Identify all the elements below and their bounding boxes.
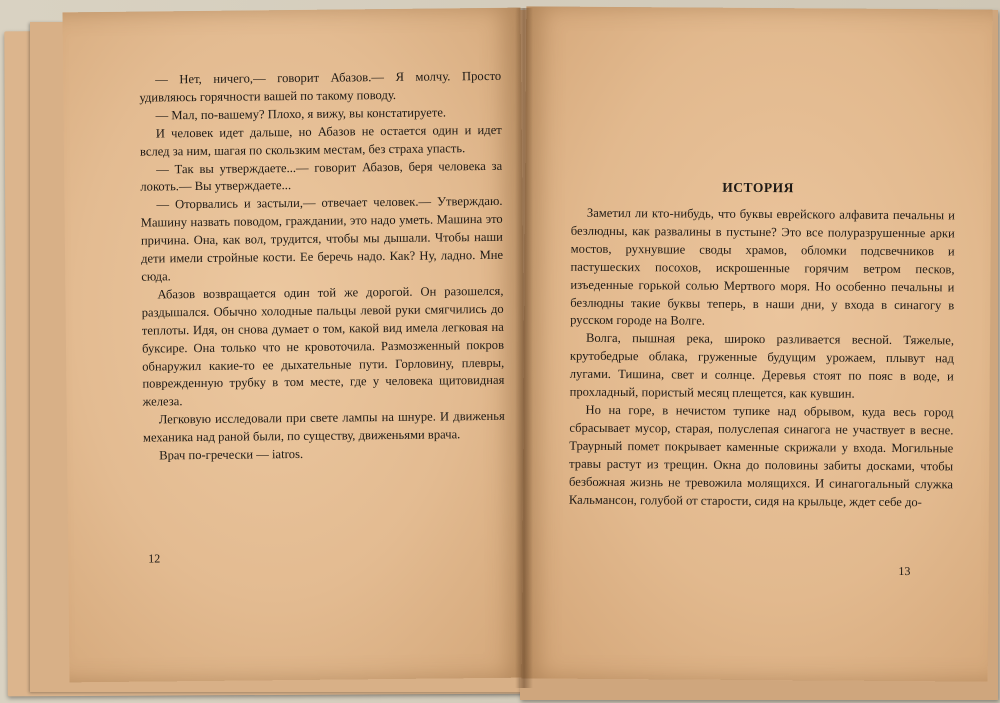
right-paragraph: Заметил ли кто-нибудь, что буквы еврейского алфавита печальны и безлюдны, как развалины в пустыне? Это все полуразрушенные арки мостов, рухнувшие своды храмов, обломки подсвечников и пастушеских посохов, искрошенные горячим ветром песков, изъеденные горькой солью Мертвого моря. Но особенно печальны и безлюдны такие буквы теперь, в наши дни, у входа в синагогу в русском городе на Волге. <box>570 205 955 329</box>
right-page-number: 13 <box>898 563 911 579</box>
right-paragraph: Но на горе, в нечистом тупике над обрывом, куда весь город сбрасывает мусор, старая, полуслепая синагога не участвует в весне. Траурный помет покрывает каменные скрижали у входа. Могильные травы растут из трещин. Окна до половины забиты досками, чтобы безбожная жизнь не тревожила молящихся. И синагогальный служка Кальмансон, голубой от старости, сидя на крыльце, ждет себе до- <box>568 402 954 509</box>
left-paragraph: — Оторвались и застыли,— отвечает человек.— Утверждаю. Машину назвать поводом, граждании, это надо уметь. Машина это причина. Она, как вол, трудится, чтобы мы дышали. Чтобы наши дети имели стройные кости. Ее беречь надо. Как? Ну, ладно. Мне сюда. <box>140 194 504 284</box>
left-page-text <box>139 68 505 466</box>
left-paragraph: — Мал, по-вашему? Плохо, я вижу, вы констатируете. <box>155 105 447 123</box>
left-paragraph: Врач по-гречески — iatros. <box>159 446 304 463</box>
chapter-heading: ИСТОРИЯ <box>722 179 794 196</box>
left-page <box>63 8 528 683</box>
book-gutter <box>515 8 533 688</box>
left-paragraph: — Нет, ничего,— говорит Абазов.— Я молчу. Просто удивляюсь горячности вашей по такому поводу. <box>139 68 502 105</box>
left-paragraph: Легковую исследовали при свете лампы на шнуре. И движенья механика над раной были, по существу, движеньями врача. <box>142 409 505 445</box>
left-paragraph: И человек идет дальше, но Абазов не остается один и идет вслед за ним, шагая по скользким местам, без страха упасть. <box>139 122 502 159</box>
right-paragraph: Волга, пышная река, широко разливается весной. Тяжелые, крутобедрые облака, груженные будущим урожаем, плывут над лугами. Тишина, свет и солнце. Деревья стоят по пояс в воде, и прохладный, пористый месяц плещется, как кувшин. <box>569 331 955 401</box>
left-paragraph: — Так вы утверждаете...— говорит Абазов, беря человека за локоть.— Вы утверждаете... <box>140 158 503 195</box>
right-page <box>522 6 993 681</box>
right-page-text <box>569 205 955 512</box>
left-paragraph: Абазов возвращается один той же дорогой. Он разошелся, раздышался. Обычно холодные пальцы левой руки смягчились до теплоты. Идя, он снова думает о том, какой вид имела легковая на буксире. Она только что не кровоточила. Размозженный покров обнаружил какие-то ее дыхательные пути. Горловину, плевры, поврежденную трубку в том месте, где у человека щитовидная железа. <box>141 283 505 409</box>
left-page-number: 12 <box>148 551 161 566</box>
